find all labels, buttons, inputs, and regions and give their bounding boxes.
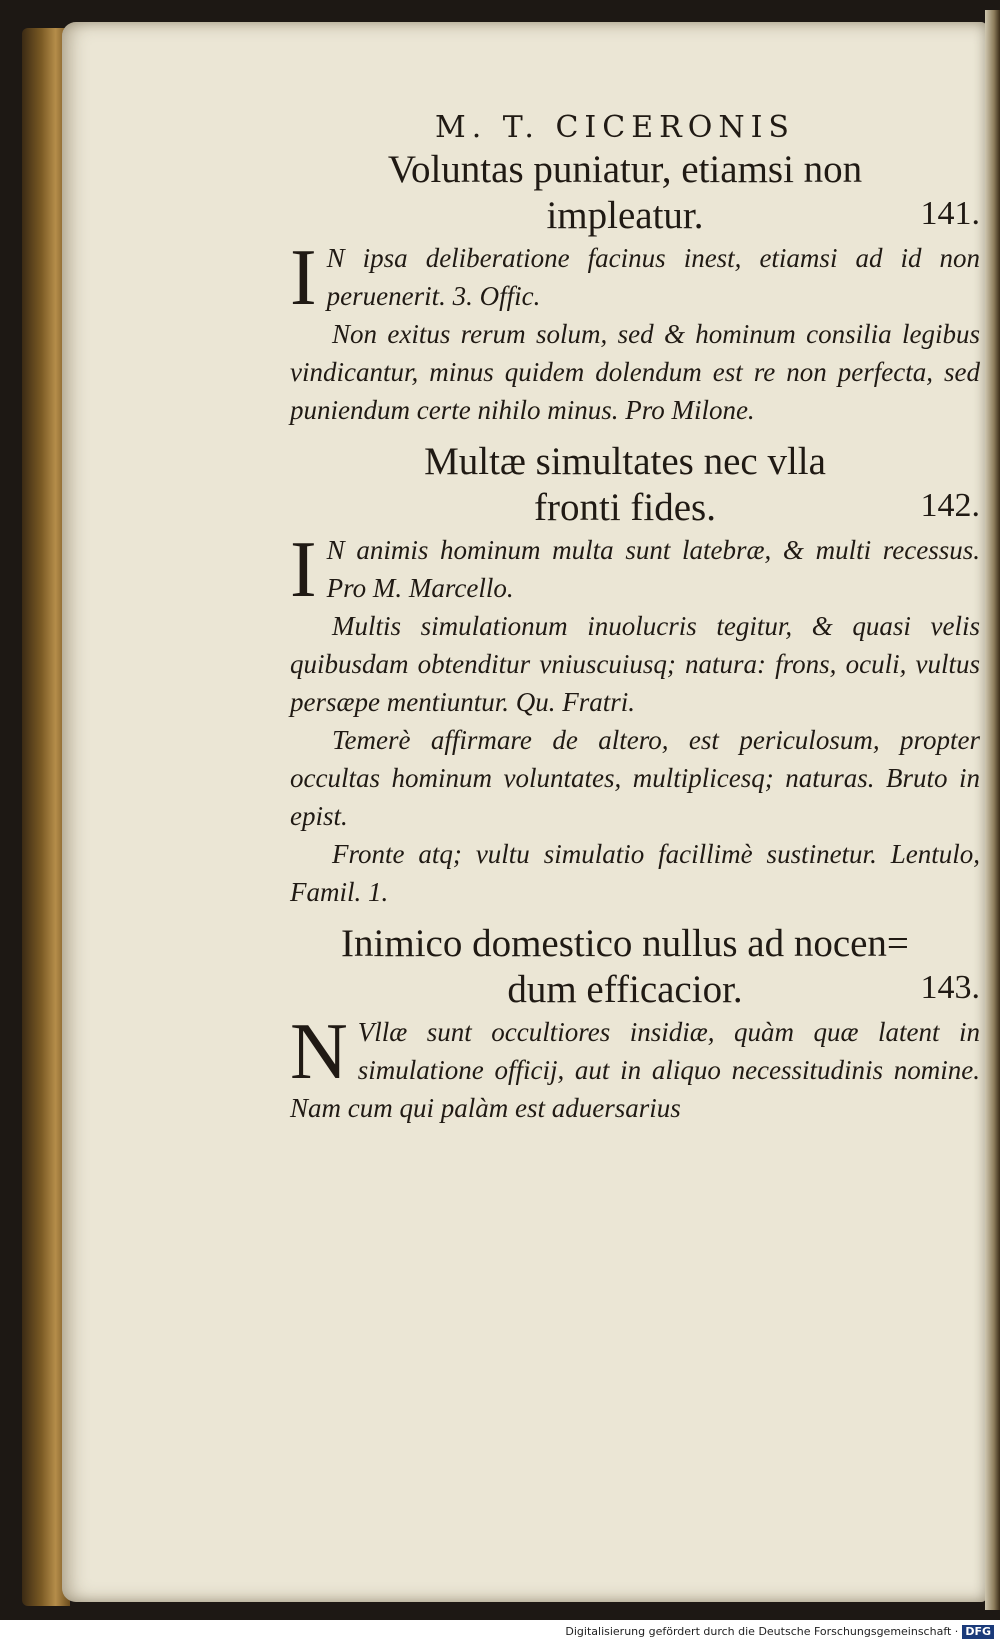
section-142 — [290, 439, 980, 911]
paragraph: Temerè affirmare de altero, est periculosum, propter occultas hominum voluntates, multiplicesq; naturas. Bruto in epist. — [290, 725, 980, 831]
heading-line2: fronti fides. — [534, 486, 716, 529]
paragraph: Multis simulationum inuolucris tegitur, & quasi velis quibusdam obtenditur vniuscuiusq; natura: frons, oculi, vultus persæpe mentiuntur. Qu. Fratri. — [290, 611, 980, 717]
digitization-footer — [0, 1622, 1000, 1642]
paragraph — [290, 1008, 980, 1127]
running-head: M. T. CICERONIS — [435, 110, 795, 145]
section-heading — [290, 921, 980, 1013]
paragraph-text: N animis hominum multa sunt latebræ, & multi recessus. Pro M. Marcello. — [326, 535, 980, 603]
heading-line2: impleatur. — [546, 194, 704, 237]
section-141 — [290, 147, 980, 429]
section-heading — [290, 439, 980, 531]
drop-cap: I — [290, 234, 317, 322]
section-143 — [290, 921, 980, 1127]
paragraph: Fronte atq; vultu simulatio facillimè sustinetur. Lentulo, Famil. 1. — [290, 839, 980, 907]
paragraph: Non exitus rerum solum, sed & hominum consilia legibus vindicantur, minus quidem dolendum est re non perfecta, sed puniendum certe nihilo minus. Pro Milone. — [290, 319, 980, 425]
heading-line1: Voluntas puniatur, etiamsi non — [387, 148, 863, 191]
section-number: 141. — [920, 195, 980, 232]
section-number: 143. — [920, 969, 980, 1006]
heading-line2: dum efficacior. — [507, 968, 743, 1011]
paragraph — [290, 234, 980, 322]
paragraph — [290, 526, 980, 614]
page-edge — [985, 10, 1000, 1610]
drop-cap: N — [290, 1008, 348, 1096]
footer-text: Digitalisierung gefördert durch die Deutsche Forschungsgemeinschaft · — [565, 1625, 959, 1638]
drop-cap: I — [290, 526, 317, 614]
heading-line1: Inimico domestico nullus ad nocen= — [341, 922, 909, 965]
section-number: 142. — [920, 487, 980, 524]
page-text — [290, 110, 980, 1127]
heading-line1: Multæ simultates nec vlla — [424, 440, 826, 483]
paragraph-text: Vllæ sunt occultiores insidiæ, quàm quæ latent in simulatione officij, aut in aliquo necessitudinis nomine. Nam cum qui palàm est aduersarius — [290, 1017, 980, 1123]
paragraph-text: N ipsa deliberatione facinus inest, etiamsi ad id non peruenerit. 3. Offic. — [326, 243, 980, 311]
section-heading — [290, 147, 980, 239]
dfg-logo: DFG — [962, 1625, 994, 1639]
